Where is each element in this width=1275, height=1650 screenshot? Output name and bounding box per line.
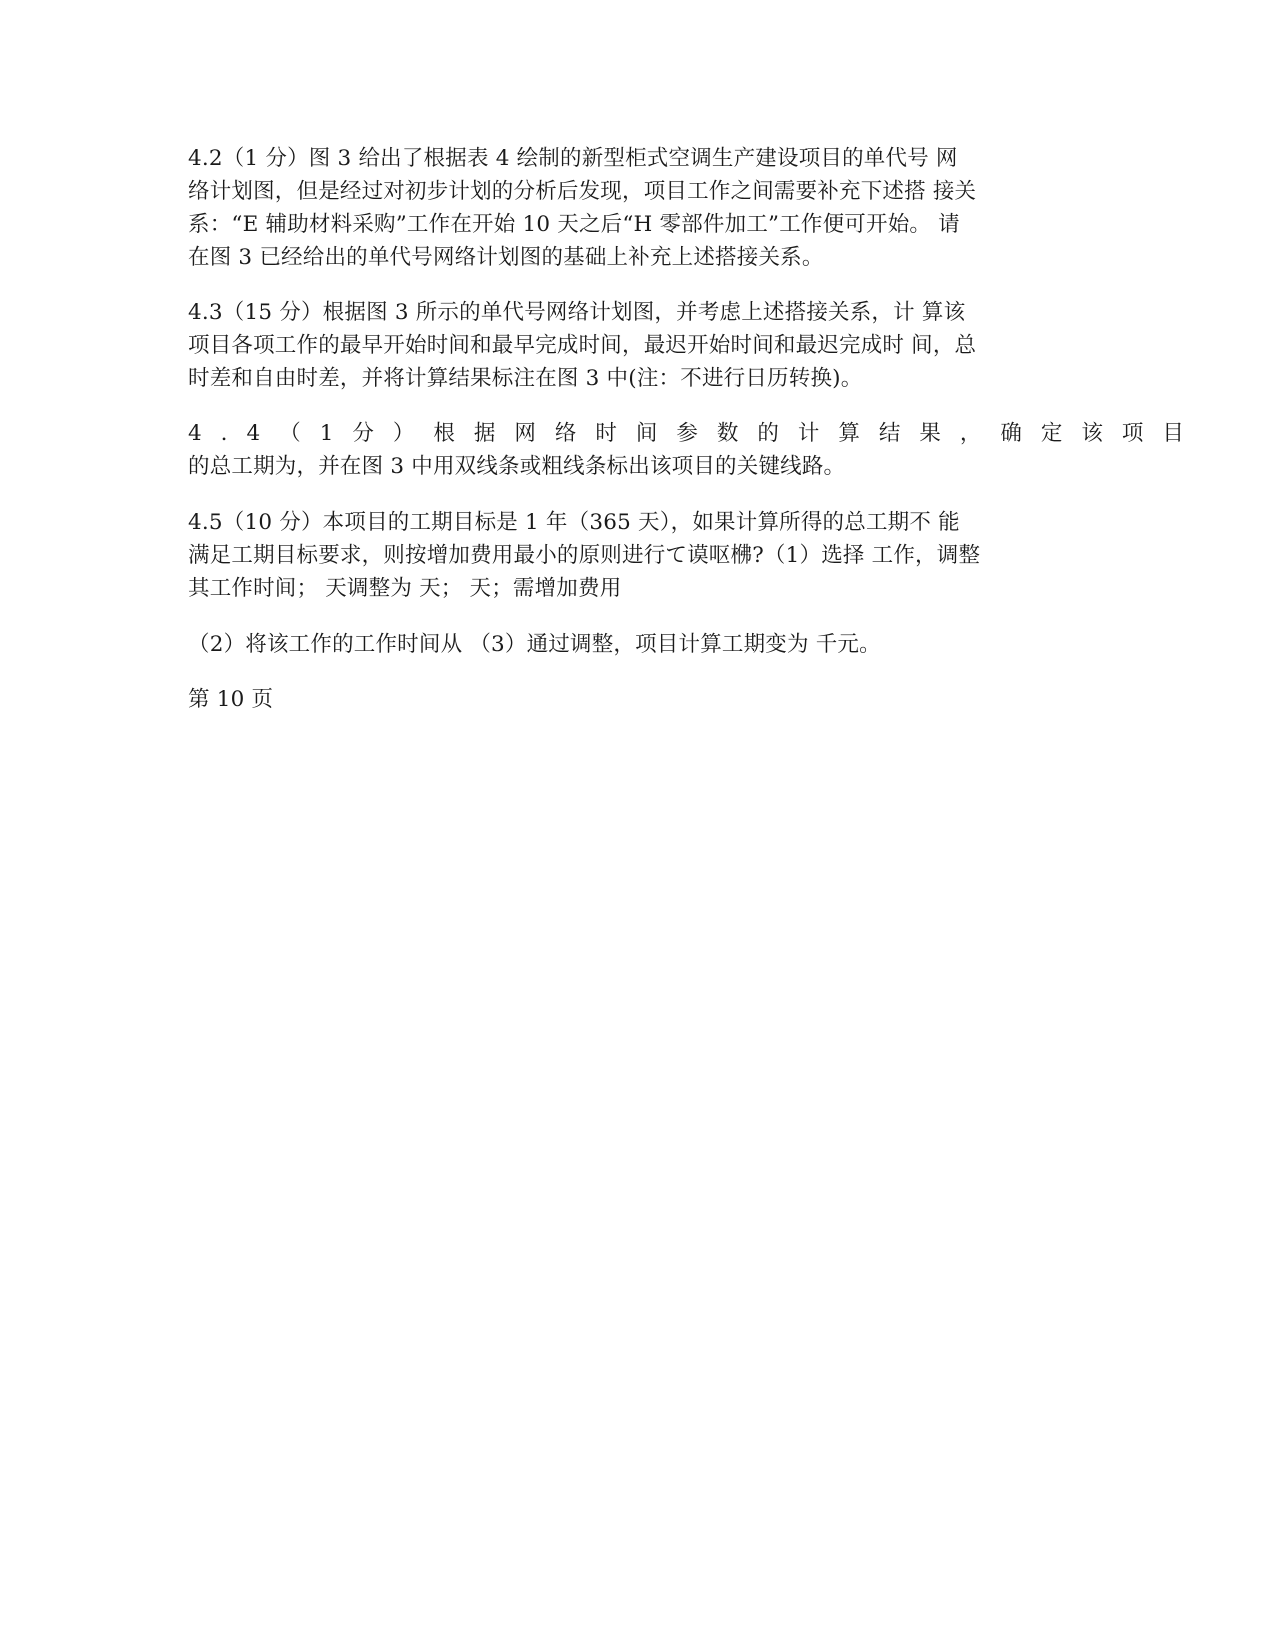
paragraph-4-3-line-3: 时差和自由时差，并将计算结果标注在图 3 中(注：不进行日历转换)。	[188, 366, 863, 391]
paragraph-4-5-line-1: 4.5（10 分）本项目的工期目标是 1 年（365 天），如果计算所得的总工期不 能	[188, 510, 960, 535]
paragraph-4-5-line-2: 满足工期目标要求，则按增加费用最小的原则进行て谟呕梻?（1）选择 工作，调整	[188, 543, 981, 568]
paragraph-4-2-line-3: 系：“E 辅助材料采购”工作在开始 10 天之后“H 零部件加工”工作便可开始。 请	[188, 212, 960, 237]
paragraph-4-4-line-1: 4.4（1分）根据网络时间参数的计算结果，确定该项目	[188, 421, 1203, 446]
paragraph-4-5-line-3: 其工作时间； 天调整为 天； 天；需增加费用	[188, 576, 622, 601]
paragraph-4-3-line-2: 项目各项工作的最早开始时间和最早完成时间，最迟开始时间和最迟完成时 间，总	[188, 333, 977, 358]
paragraph-continuation-line: （2）将该工作的工作时间从 （3）通过调整，项目计算工期变为 千元。	[188, 632, 881, 657]
paragraph-4-2-line-4: 在图 3 已经给出的单代号网络计划图的基础上补充上述搭接关系。	[188, 245, 824, 270]
page-number: 第 10 页	[188, 687, 274, 712]
paragraph-4-2-line-1: 4.2（1 分）图 3 给出了根据表 4 绘制的新型柜式空调生产建设项目的单代号 网	[188, 146, 958, 171]
paragraph-4-3-line-1: 4.3（15 分）根据图 3 所示的单代号网络计划图，并考虑上述搭接关系，计 算该	[188, 300, 966, 325]
paragraph-4-4-line-2: 的总工期为，并在图 3 中用双线条或粗线条标出该项目的关键线路。	[188, 454, 846, 479]
paragraph-4-2-line-2: 络计划图，但是经过对初步计划的分析后发现，项目工作之间需要补充下述搭 接关	[188, 179, 977, 204]
